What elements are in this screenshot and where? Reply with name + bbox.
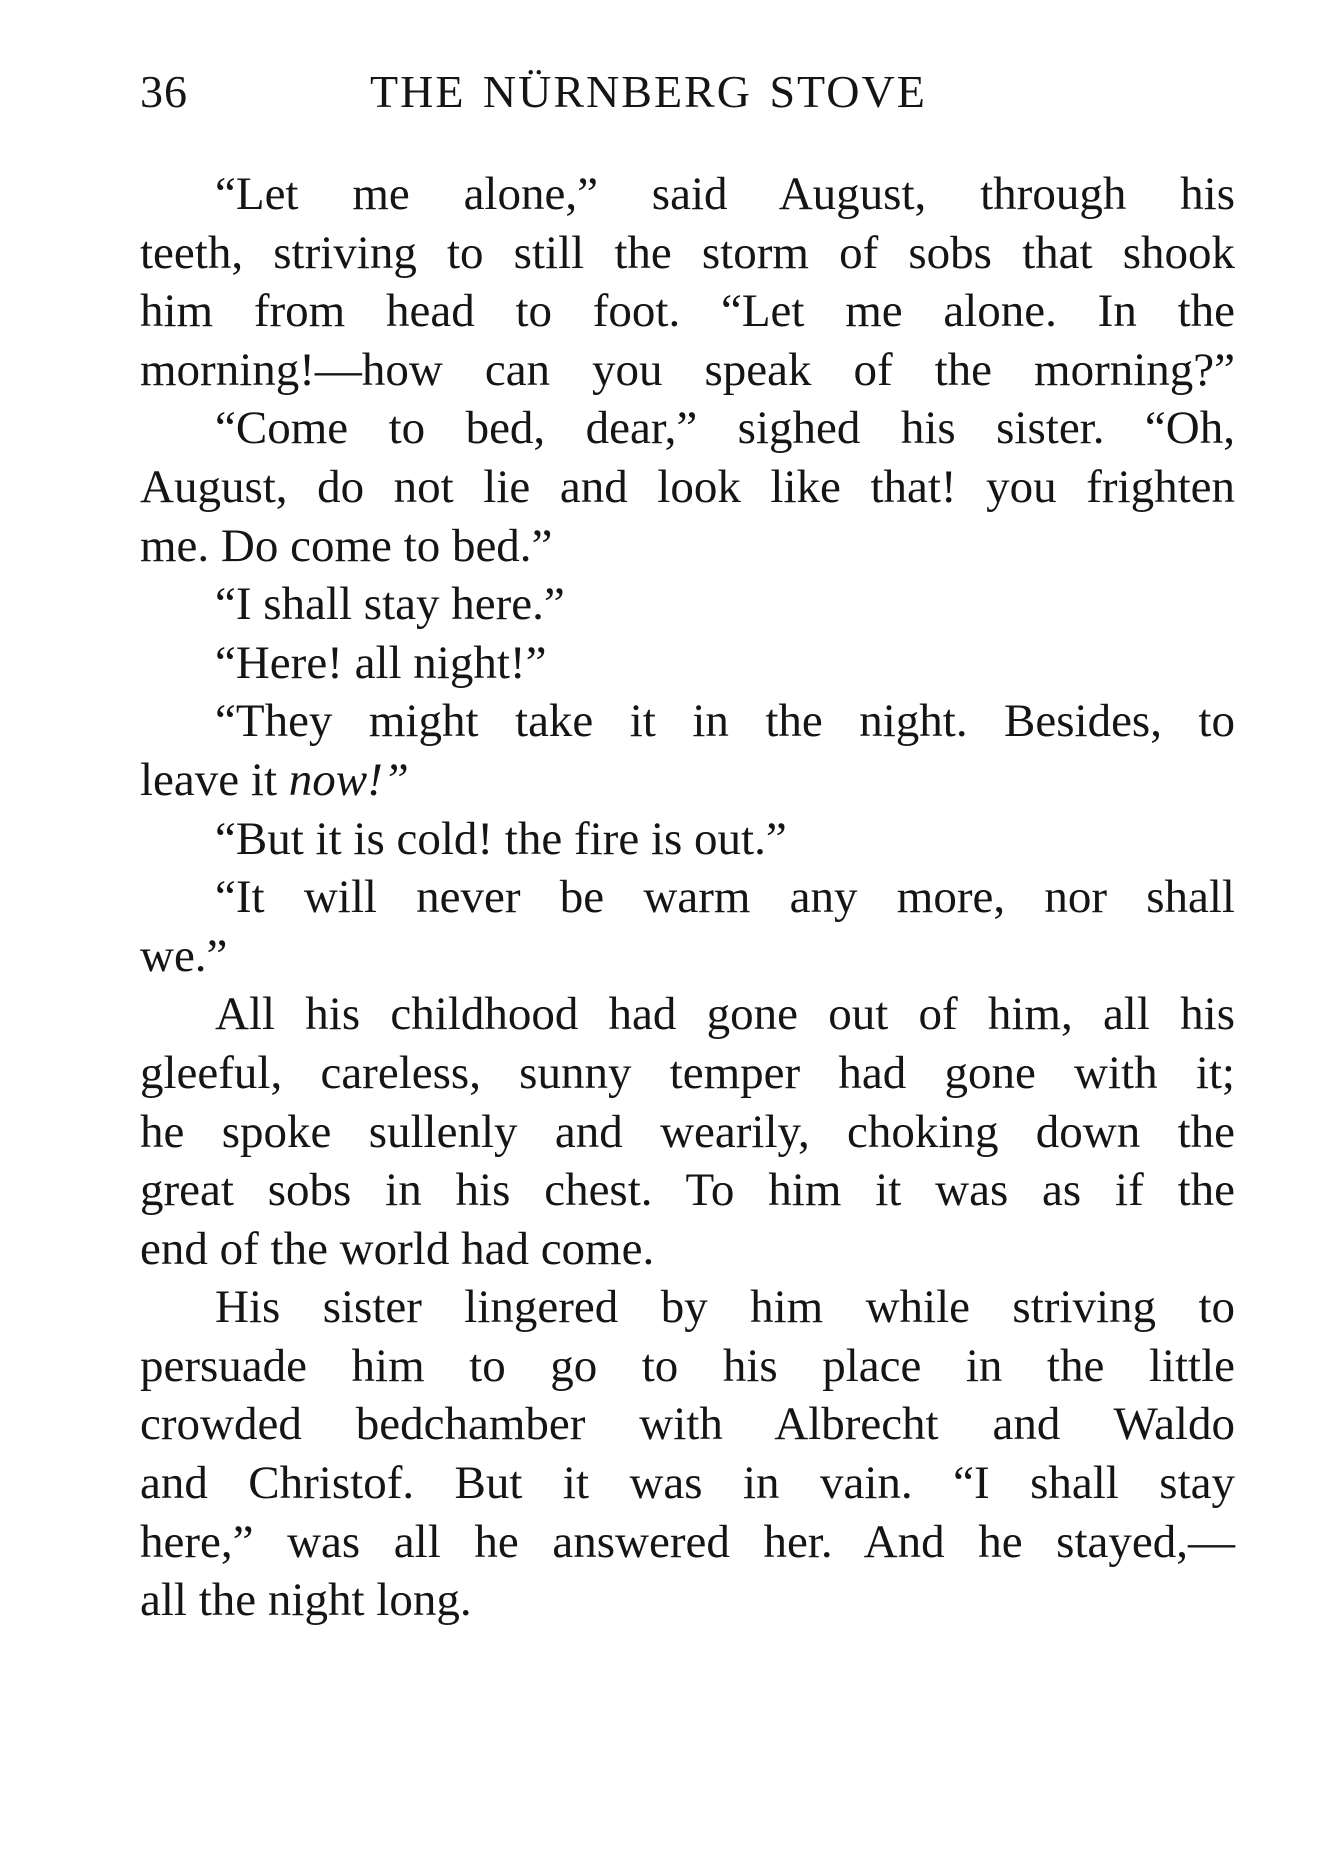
text-fragment: leave it: [140, 753, 278, 806]
text-line: morning!—how can you speak of the morning?”: [140, 343, 1235, 396]
text-line: me. Do come to bed.”: [140, 519, 553, 572]
text-line: he spoke sullenly and wearily, choking down the: [140, 1105, 1235, 1158]
text-line: [140, 751, 1235, 810]
text-line: him from head to foot. “Let me alone. In the: [140, 285, 1235, 338]
text-line: here,” was all he answered her. And he stayed,—: [140, 1515, 1235, 1568]
text-line: end of the world had come.: [140, 1222, 655, 1275]
running-title: THE NÜRNBERG STOVE: [370, 66, 927, 117]
text-line: “But it is cold! the fire is out.”: [215, 812, 787, 865]
page-number: 36: [140, 66, 188, 117]
running-head: [140, 62, 1232, 122]
text-line: crowded bedchamber with Albrecht and Waldo: [140, 1398, 1235, 1451]
text-line: we.”: [140, 929, 228, 982]
text-line: great sobs in his chest. To him it was as if the: [140, 1164, 1235, 1217]
text-line: “I shall stay here.”: [215, 578, 565, 631]
text-line: All his childhood had gone out of him, all his: [215, 988, 1235, 1041]
italic-word: now!”: [288, 753, 409, 806]
text-line: teeth, striving to still the storm of sobs that shook: [140, 226, 1235, 279]
text-line: His sister lingered by him while striving to: [215, 1281, 1235, 1334]
text-line: “Come to bed, dear,” sighed his sister. “Oh,: [215, 402, 1235, 455]
text-line: persuade him to go to his place in the little: [140, 1339, 1235, 1392]
text-line: and Christof. But it was in vain. “I shall stay: [140, 1457, 1235, 1510]
body-text: [140, 165, 1235, 1630]
text-line: “It will never be warm any more, nor shall: [215, 871, 1235, 924]
text-line: August, do not lie and look like that! you frighten: [140, 460, 1235, 513]
text-line: all the night long.: [140, 1574, 472, 1627]
text-line: gleeful, careless, sunny temper had gone with it;: [140, 1046, 1235, 1099]
text-line: “Let me alone,” said August, through his: [215, 168, 1235, 220]
text-line: “They might take it in the night. Besides, to: [215, 695, 1235, 748]
text-line: “Here! all night!”: [215, 636, 547, 689]
